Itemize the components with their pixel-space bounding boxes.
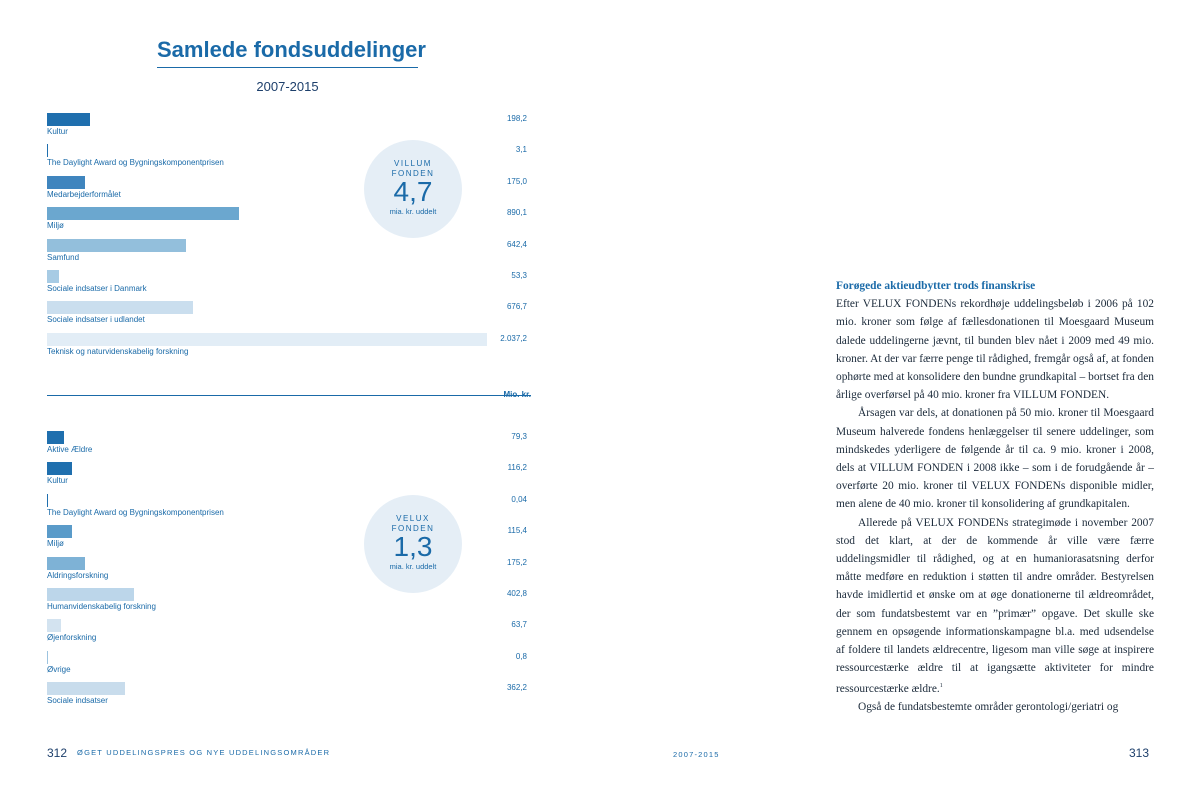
velux-total-circle bbox=[364, 495, 462, 593]
chart-divider bbox=[47, 395, 531, 396]
bar bbox=[47, 525, 72, 538]
footnote-mark[interactable]: 1 bbox=[939, 683, 943, 690]
article-text bbox=[836, 277, 1154, 717]
article-heading: Forøgede aktieudbytter trods finanskrise bbox=[836, 280, 1036, 292]
bar bbox=[47, 176, 85, 189]
center-running-head: 2007-2015 bbox=[673, 750, 720, 759]
villum-total-value: 4,7 bbox=[393, 176, 433, 207]
footer-left bbox=[47, 746, 330, 760]
fund-name-word: FONDEN bbox=[391, 169, 435, 178]
category-label: Kultur bbox=[47, 476, 68, 486]
unit-label: Mio. kr. bbox=[503, 390, 531, 399]
article-paragraph-3 bbox=[836, 514, 1154, 699]
value-label: 63,7 bbox=[511, 620, 527, 630]
fund-name-word: FONDEN bbox=[391, 524, 435, 533]
left-page-number: 312 bbox=[47, 746, 68, 760]
value-label: 676,7 bbox=[506, 302, 527, 312]
value-label: 642,4 bbox=[506, 239, 527, 249]
value-label: 362,2 bbox=[506, 683, 527, 693]
category-label: Sociale indsatser bbox=[47, 696, 108, 706]
category-label: Øvrige bbox=[47, 664, 71, 674]
value-label: 79,3 bbox=[511, 432, 527, 441]
category-label: Samfund bbox=[47, 252, 80, 262]
bar bbox=[47, 557, 85, 570]
article-paragraph-1: Efter VELUX FONDENs rekordhøje uddelingsbeløb i 2006 på 102 mio. kroner som følge af fællesdonationen til Moesgaard Museum dalede uddelingerne jævnt, til bunden blev nået i 2009 med 49 mio. kroner. At der var færre penge til rådighed, fremgår også af, at fonden ophørte med at konsolidere den bundne grundkapital – bortset fra den årlige overførsel på 40 mio. kroner fra VILLUM FONDEN. bbox=[836, 298, 1154, 402]
value-label: 2.037,2 bbox=[500, 333, 527, 343]
article-paragraph-4: Også de fundatsbestemte områder gerontologi/geriatri og bbox=[858, 701, 1119, 714]
value-label: 198,2 bbox=[506, 114, 527, 123]
left-running-head: ØGET UDDELINGSPRES OG NYE UDDELINGSOMRÅDER bbox=[77, 748, 331, 757]
fund-name-word: VILLUM bbox=[394, 159, 432, 168]
page-title: Samlede fondsuddelinger bbox=[157, 38, 418, 68]
category-label: The Daylight Award og Bygningskomponentprisen bbox=[47, 158, 224, 168]
value-label: 3,1 bbox=[515, 145, 527, 155]
bar bbox=[47, 682, 125, 695]
bar bbox=[47, 333, 487, 346]
fund-name-word: VELUX bbox=[396, 514, 430, 523]
category-label: Humanvidenskabelig forskning bbox=[47, 602, 156, 611]
category-label: Miljø bbox=[47, 539, 64, 549]
villum-total-circle bbox=[364, 140, 462, 238]
bar bbox=[47, 588, 134, 601]
bar bbox=[47, 207, 239, 220]
velux-total-value: 1,3 bbox=[393, 531, 433, 562]
value-label: 890,1 bbox=[506, 208, 527, 218]
velux-total-label: mia. kr. uddelt bbox=[389, 562, 437, 571]
value-label: 0,8 bbox=[515, 651, 527, 661]
category-label: Sociale indsatser i Danmark bbox=[47, 284, 147, 293]
bar bbox=[47, 270, 59, 283]
value-label: 115,4 bbox=[507, 526, 527, 536]
bar bbox=[47, 144, 48, 157]
bar bbox=[47, 619, 61, 632]
value-label: 116,2 bbox=[507, 463, 527, 473]
category-label: Medarbejderformålet bbox=[47, 189, 121, 199]
bar bbox=[47, 494, 48, 507]
category-label: The Daylight Award og Bygningskomponentprisen bbox=[47, 507, 224, 517]
value-label: 0,04 bbox=[511, 494, 527, 504]
bar bbox=[47, 431, 64, 444]
bar bbox=[47, 239, 186, 252]
article-paragraph-3-text: Allerede på VELUX FONDENs strategimøde i november 2007 stod det klart, at der de kommende år ville være færre uddelingsmidler til rådighed, og at en humaniorasatsning derfor måtte medføre en reduktion i støtten til andre områder. Bestyrelsen havde imidlertid et ønske om at øge donationerne til ældreområdet, der som fundatsbestemt var en ”primær” opgave. Det skulle ske gennem en opsøgende informationskampagne bl.a. med udsendelse af foldere til landets ældrecentre, ligesom man ville søge at inspirere ressourcestærke ældre til at igangsætte aktiviteter for mindre ressourcestærke ældre. bbox=[836, 516, 1154, 696]
category-label: Aldringsforskning bbox=[47, 570, 109, 580]
category-label: Sociale indsatser i udlandet bbox=[47, 315, 145, 325]
category-label: Miljø bbox=[47, 221, 64, 231]
category-label: Aktive Ældre bbox=[47, 445, 93, 454]
category-label: Øjenforskning bbox=[47, 633, 97, 643]
article-paragraph-2: Årsagen var dels, at donationen på 50 mio. kroner til Moesgaard Museum halverede fondens henlæggelser til senere uddelinger, som mindskedes yderligere de følgende år til ca. 9 mio. kroner i 2008, dels at VILLUM FONDEN i 2008 ikke – som i de forudgående år – overførte 20 mio. kroner til VELUX FONDENs disponible midler, men alene de 40 mio. kroner til konsolidering af grundkapitalen. bbox=[836, 407, 1154, 511]
category-label: Kultur bbox=[47, 127, 68, 136]
value-label: 175,0 bbox=[506, 176, 527, 186]
page-subtitle: 2007-2015 bbox=[256, 79, 319, 94]
bar bbox=[47, 651, 48, 664]
villum-total-label: mia. kr. uddelt bbox=[389, 207, 437, 216]
category-label: Teknisk og naturvidenskabelig forskning bbox=[47, 346, 189, 356]
value-label: 402,8 bbox=[506, 589, 527, 598]
value-label: 53,3 bbox=[511, 271, 527, 280]
right-page-number: 313 bbox=[1129, 746, 1150, 760]
bar bbox=[47, 113, 90, 126]
bar bbox=[47, 301, 193, 314]
value-label: 175,2 bbox=[506, 557, 527, 567]
bar bbox=[47, 462, 72, 475]
